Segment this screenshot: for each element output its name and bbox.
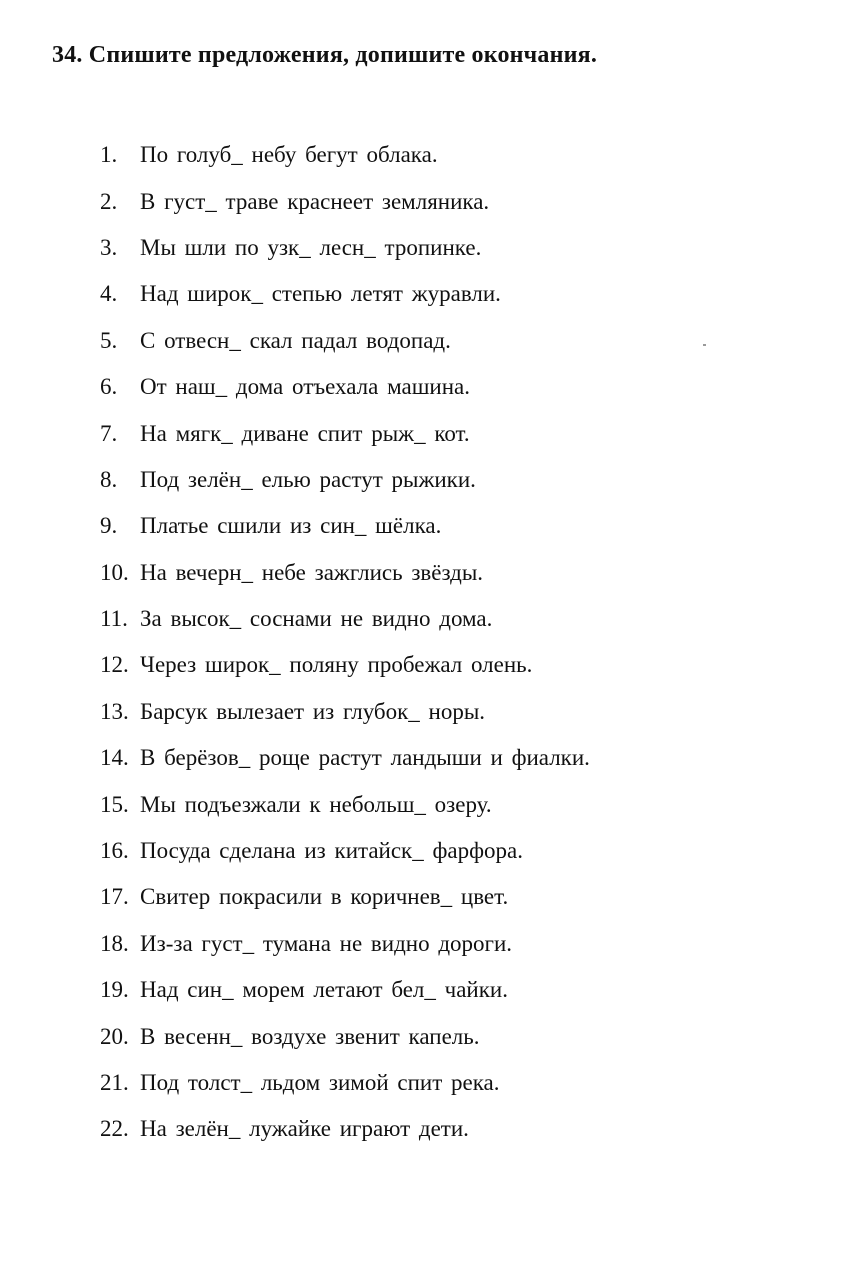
sentence-text: В берёзов_ роще растут ландыши и фиалки.: [140, 745, 590, 771]
sentence-number: 6.: [100, 374, 118, 400]
sentence-item: [100, 271, 820, 317]
sentence-number: 14.: [100, 745, 129, 771]
sentence-number: 11.: [100, 606, 128, 632]
sentence-item: [100, 1013, 820, 1059]
sentence-item: [100, 735, 820, 781]
sentence-item: [100, 364, 820, 410]
sentence-text: С отвесн_ скал падал водопад.: [140, 327, 451, 353]
sentence-number: 20.: [100, 1023, 129, 1049]
sentence-text: Свитер покрасили в коричнев_ цвет.: [140, 884, 509, 910]
sentence-text: Над широк_ степью летят журавли.: [140, 281, 501, 307]
sentence-text: От наш_ дома отъехала машина.: [140, 374, 470, 400]
sentence-item: [100, 689, 820, 735]
sentence-text: Над син_ морем летают бел_ чайки.: [140, 977, 508, 1003]
sentence-text: Под толст_ льдом зимой спит река.: [140, 1070, 500, 1095]
exercise-title: 34. Спишите предложения, допишите окончания.: [52, 42, 598, 68]
sentence-text: По голуб_ небу бегут облака.: [140, 142, 438, 168]
sentence-item: [100, 921, 820, 967]
sentence-number: 12.: [100, 652, 129, 678]
sentence-item: [100, 132, 820, 178]
sentence-text: На мягк_ диване спит рыж_ кот.: [140, 420, 470, 446]
sentence-list: [100, 132, 820, 1153]
sentence-number: 21.: [100, 1070, 129, 1095]
sentence-number: 13.: [100, 698, 129, 724]
sentence-text: В весенн_ воздухе звенит капель.: [140, 1023, 480, 1049]
sentence-text: Платье сшили из син_ шёлка.: [140, 513, 442, 539]
sentence-number: 5.: [100, 327, 118, 353]
sentence-number: 10.: [100, 559, 129, 585]
sentence-item: [100, 781, 820, 827]
sentence-item: [100, 828, 820, 874]
sentence-text: На вечерн_ небе зажглись звёзды.: [140, 559, 484, 585]
sentence-item: [100, 596, 820, 642]
sentence-number: 9.: [100, 513, 118, 539]
sentence-item: [100, 225, 820, 271]
sentence-number: 17.: [100, 884, 129, 910]
sentence-number: 1.: [100, 142, 118, 168]
sentence-number: 22.: [100, 1116, 129, 1142]
sentence-text: В густ_ траве краснеет земляника.: [140, 188, 490, 214]
sentence-number: 8.: [100, 466, 118, 492]
sentence-text: Мы шли по узк_ лесн_ тропинке.: [140, 234, 482, 260]
sentence-text: Через широк_ поляну пробежал олень.: [140, 652, 533, 678]
sentence-item: [100, 410, 820, 456]
sentence-item: [100, 1106, 820, 1152]
sentence-item: [100, 318, 820, 364]
sentence-number: 18.: [100, 930, 129, 956]
sentence-text: За высок_ соснами не видно дома.: [140, 606, 493, 632]
scan-speck: [703, 344, 706, 346]
sentence-item: [100, 457, 820, 503]
sentence-number: 15.: [100, 791, 129, 817]
sentence-item: [100, 642, 820, 688]
sentence-text: Посуда сделана из китайск_ фарфора.: [140, 838, 523, 864]
sentence-number: 19.: [100, 977, 129, 1003]
sentence-number: 2.: [100, 188, 118, 214]
sentence-text: Из-за густ_ тумана не видно дороги.: [140, 930, 513, 956]
sentence-text: Мы подъезжали к небольш_ озеру.: [140, 791, 492, 817]
sentence-item: [100, 967, 820, 1013]
sentence-item: [100, 178, 820, 224]
sentence-item: [100, 503, 820, 549]
sentence-item: [100, 874, 820, 920]
sentence-number: 16.: [100, 838, 129, 864]
sentence-text: На зелён_ лужайке играют дети.: [140, 1116, 469, 1142]
sentence-text: Под зелён_ елью растут рыжики.: [140, 466, 476, 492]
sentence-number: 7.: [100, 420, 118, 446]
sentence-number: 3.: [100, 234, 118, 260]
sentence-number: 4.: [100, 281, 118, 307]
sentence-item: [100, 1060, 820, 1106]
sentence-text: Барсук вылезает из глубок_ норы.: [140, 698, 486, 724]
sentence-item: [100, 550, 820, 596]
